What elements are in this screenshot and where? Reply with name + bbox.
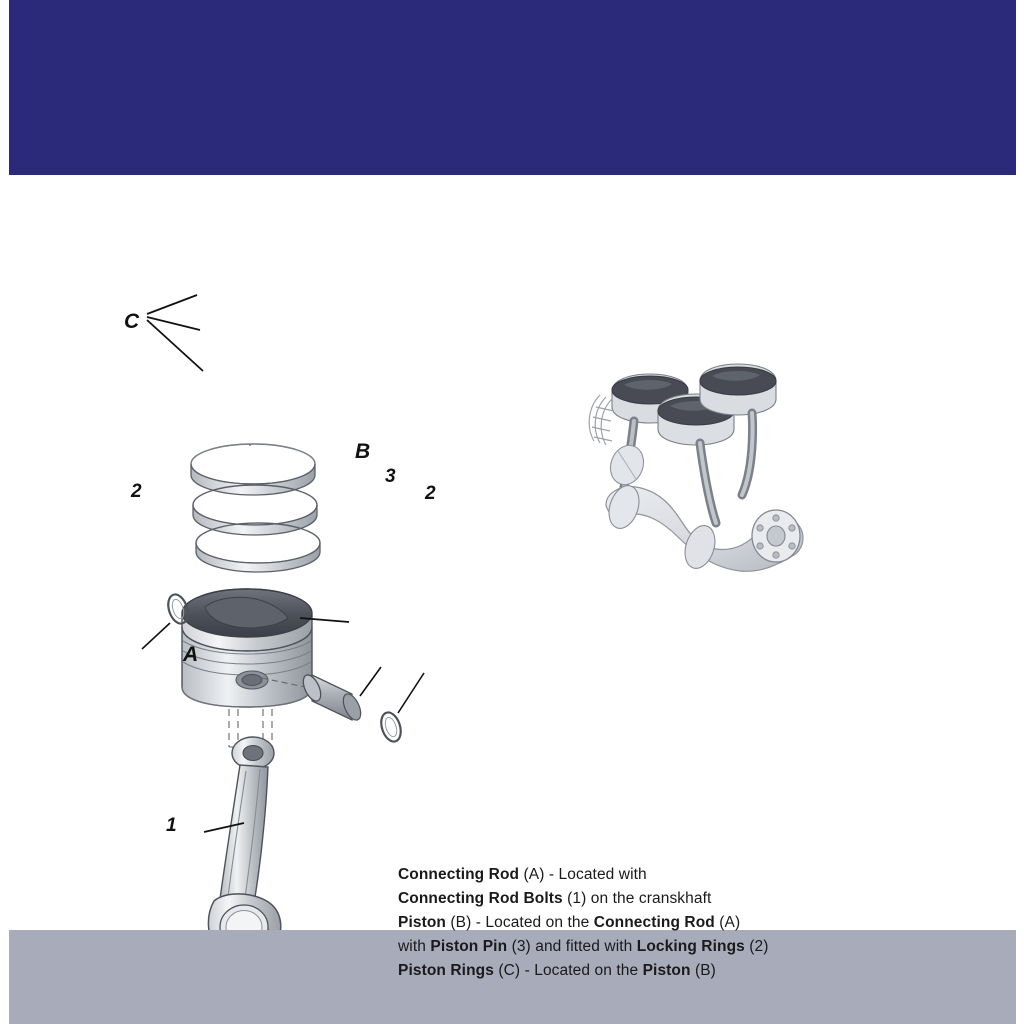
callout-C: C: [124, 310, 140, 333]
caption-term: Connecting Rod Bolts: [398, 890, 563, 907]
part-connecting-rod: [204, 737, 305, 930]
caption-text: (C) - Located on the: [493, 962, 643, 979]
part-crank-assembly: [589, 364, 803, 572]
callout-2-left: 2: [131, 481, 142, 502]
part-piston-rings: [147, 295, 320, 572]
caption-text: (2): [744, 938, 769, 955]
caption-term: Piston Rings: [398, 962, 494, 979]
caption-term: Connecting Rod: [398, 866, 520, 883]
callout-3: 3: [385, 466, 396, 487]
callout-1: 1: [166, 815, 177, 836]
caption-line-5: [398, 959, 868, 983]
caption-text: with: [398, 938, 431, 955]
caption-term: Connecting Rod: [593, 914, 715, 931]
caption-term: Piston Pin: [430, 938, 508, 955]
caption-line-4: [398, 935, 868, 959]
callout-B: B: [355, 440, 371, 463]
caption-term: Piston: [398, 914, 446, 931]
caption-line-3: [398, 911, 868, 935]
caption-line-1: [398, 863, 868, 887]
exploded-view-illustration: [0, 175, 1024, 930]
caption-text: (1) on the cranskhaft: [562, 890, 712, 907]
caption-text: (B): [690, 962, 716, 979]
callout-A: A: [183, 643, 199, 666]
caption-line-2: [398, 887, 868, 911]
diagram-canvas: [0, 175, 1024, 979]
callout-2-right: 2: [425, 483, 436, 504]
caption-term: Piston: [642, 962, 691, 979]
header-band: [9, 0, 1016, 175]
caption-text: (3) and fitted with: [507, 938, 637, 955]
caption-term: Locking Rings: [636, 938, 745, 955]
part-locking-ring-right: [378, 673, 424, 744]
part-piston: [182, 589, 349, 747]
caption-text: (B) - Located on the: [445, 914, 594, 931]
caption-text: (A) - Located with: [519, 866, 647, 883]
caption-block: [398, 863, 868, 983]
caption-text: (A): [714, 914, 741, 931]
